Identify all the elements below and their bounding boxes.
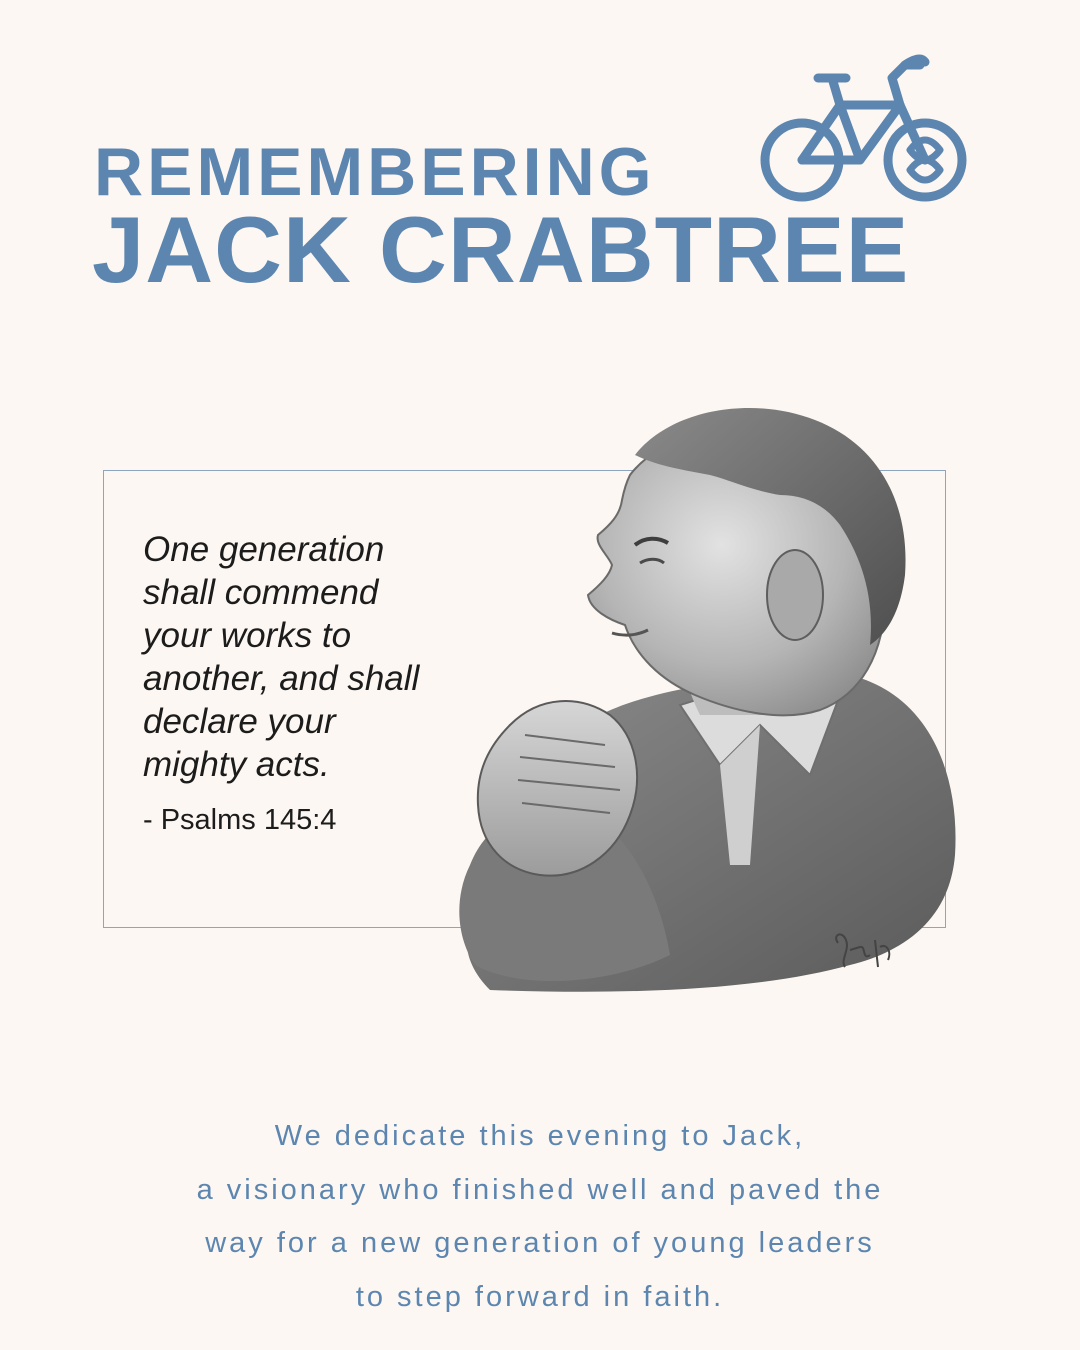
dedication-text xyxy=(90,1110,990,1324)
quote-line: declare your xyxy=(143,702,336,741)
dedication-line: to step forward in faith. xyxy=(355,1280,725,1313)
dedication-line: a visionary who finished well and paved the xyxy=(196,1173,884,1206)
quote-line: your works to xyxy=(143,616,352,655)
quote-line: shall commend xyxy=(143,573,379,612)
title-name: JACK CRABTREE xyxy=(92,197,910,302)
bicycle-icon xyxy=(760,50,975,205)
quote-line: One generation xyxy=(143,530,385,569)
scripture-reference: - Psalms 145:4 xyxy=(143,804,337,836)
dedication-line: We dedicate this evening to Jack, xyxy=(274,1120,806,1152)
title-remembering: REMEMBERING xyxy=(94,134,656,210)
scripture-quote xyxy=(143,528,513,786)
dedication-line: way for a new generation of young leaders xyxy=(205,1227,875,1259)
quote-line: another, and shall xyxy=(143,659,420,698)
quote-line: mighty acts. xyxy=(143,745,330,784)
